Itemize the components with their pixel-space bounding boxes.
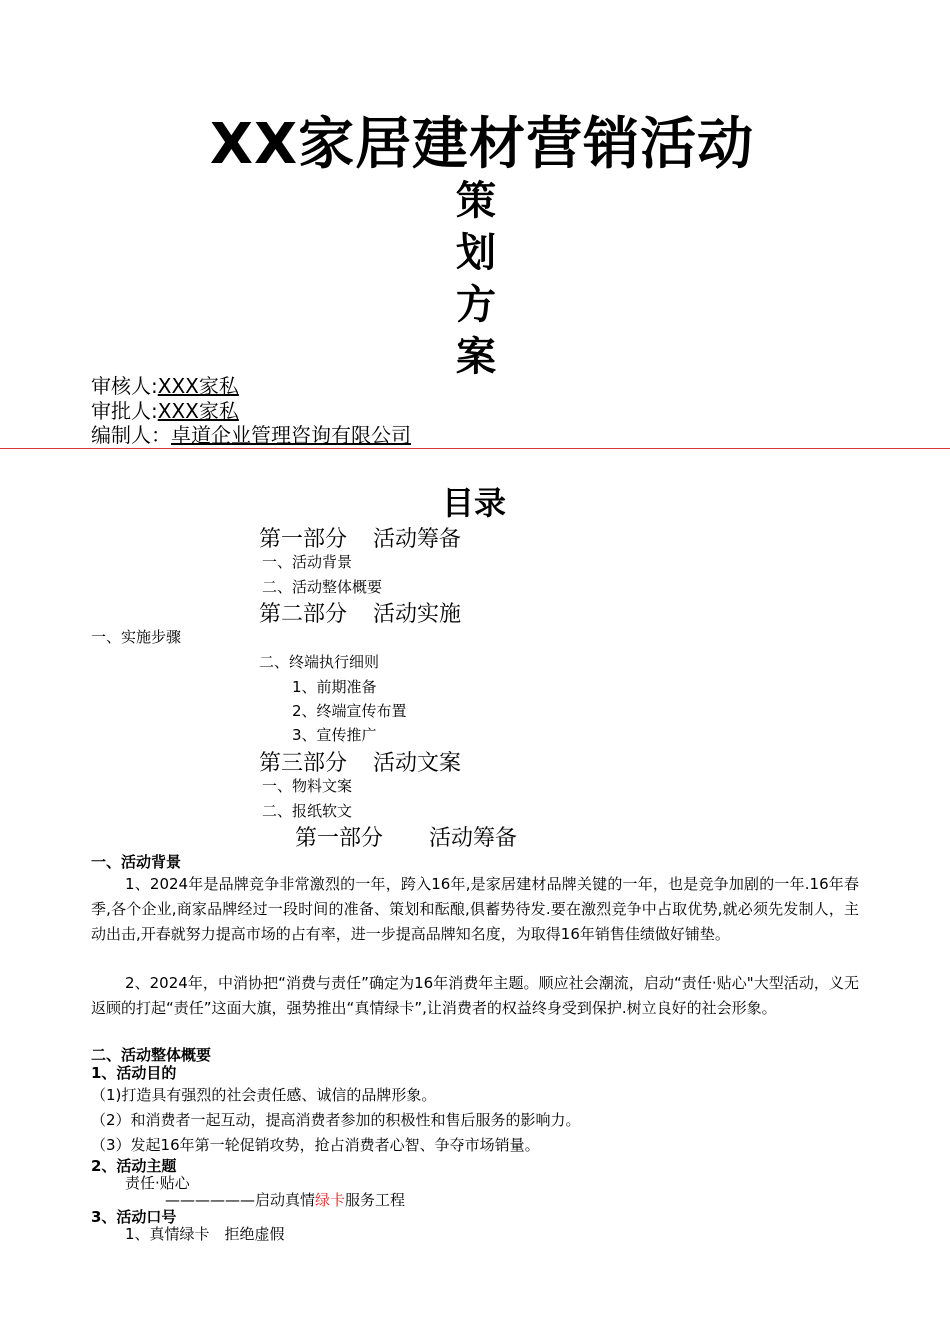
approver-value: XXX家私 <box>157 399 239 423</box>
reviewer-value: XXX家私 <box>157 374 239 398</box>
goal-item: （2）和消费者一起互动，提高消费者参加的积极性和售后服务的影响力。 <box>91 1111 581 1129</box>
toc-subitem: 1、前期准备 <box>292 678 377 696</box>
subsection-heading: 2、活动主题 <box>91 1157 177 1175</box>
approver-label: 审批人: <box>91 399 158 423</box>
toc-part-num: 第一部分 <box>259 527 348 552</box>
goal-item: （3）发起16年第一轮促销攻势，抢占消费者心智、争夺市场销量。 <box>91 1136 540 1154</box>
toc-item: 一、物料文案 <box>262 777 353 795</box>
editor-line <box>91 423 411 447</box>
body-part-heading <box>295 821 517 852</box>
background-paragraph-2: 2、2024年，中消协把“消费与责任”确定为16年消费年主题。顺应社会潮流，启动“责任·贴心"大型活动，义无返顾的打起“责任”这面大旗，强势推出“真情绿卡”,让消费者的权益终身受到保护.树立良好的社会形象。 <box>91 974 859 1017</box>
toc-item: 二、活动整体概要 <box>262 578 383 596</box>
toc-item: 二、报纸软文 <box>262 802 353 820</box>
toc-part-num: 第二部分 <box>259 602 348 627</box>
page-divider <box>0 448 950 449</box>
document-title: XX家居建材营销活动 <box>209 112 755 177</box>
goal-item: （1)打造具有强烈的社会责任感、诚信的品牌形象。 <box>91 1086 437 1104</box>
toc-subitem: 2、终端宣传布置 <box>292 702 407 720</box>
editor-label: 编制人： <box>91 423 171 447</box>
toc-item: 二、终端执行细则 <box>259 653 380 671</box>
toc-part-name: 活动实施 <box>373 602 462 627</box>
theme-line: 责任·贴心 <box>125 1174 190 1192</box>
body-part-num: 第一部分 <box>295 826 384 851</box>
theme-dash-text: ——————启动真情 <box>165 1191 316 1209</box>
section-heading: 二、活动整体概要 <box>91 1046 212 1064</box>
subtitle-char: 案 <box>456 334 496 380</box>
slogan-item: 1、真情绿卡 拒绝虚假 <box>125 1225 285 1243</box>
reviewer-line <box>91 374 239 398</box>
subtitle-char: 方 <box>456 282 496 328</box>
toc-part-name: 活动筹备 <box>373 527 462 552</box>
subtitle-char: 划 <box>456 230 496 276</box>
background-paragraph-1: 1、2024年是品牌竞争非常激烈的一年，跨入16年,是家居建材品牌关键的一年，也是竞争加剧的一年.16年春季,各个企业,商家品牌经过一段时间的准备、策划和酝酿,俱蓄势待发.要在激烈竞争中占取优势,就必须先发制人，主动出击,开春就努力提高市场的占有率，进一步提高品牌知名度，为取得16年销售佳绩做好铺垫。 <box>91 875 859 943</box>
toc-part-num: 第三部分 <box>259 751 348 776</box>
editor-value: 卓道企业管理咨询有限公司 <box>171 423 411 447</box>
toc-item: 一、活动背景 <box>262 553 353 571</box>
theme-tail-text: 服务工程 <box>345 1191 406 1209</box>
toc-title: 目录 <box>442 484 507 522</box>
body-part-name: 活动筹备 <box>429 826 518 851</box>
toc-item: 一、实施步骤 <box>91 628 182 646</box>
subtitle-char: 策 <box>456 178 496 224</box>
section-heading: 一、活动背景 <box>91 853 182 871</box>
toc-part-3 <box>259 746 461 777</box>
toc-part-2 <box>259 597 461 628</box>
toc-part-name: 活动文案 <box>373 751 462 776</box>
approver-line <box>91 399 239 423</box>
toc-part-1 <box>259 522 461 553</box>
subsection-heading: 3、活动口号 <box>91 1208 177 1226</box>
theme-subline <box>165 1189 405 1210</box>
toc-subitem: 3、宣传推广 <box>292 726 377 744</box>
theme-highlight: 绿卡 <box>315 1191 346 1209</box>
subsection-heading: 1、活动目的 <box>91 1064 177 1082</box>
reviewer-label: 审核人: <box>91 374 158 398</box>
